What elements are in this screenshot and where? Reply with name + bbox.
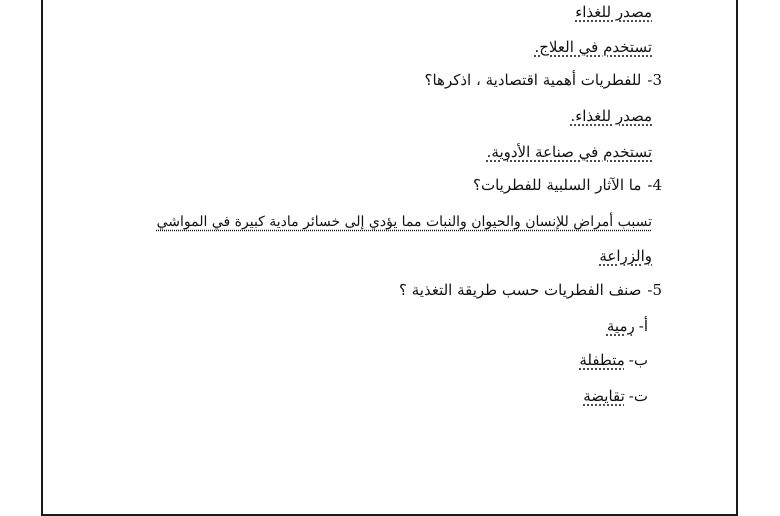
option-letter: ت-	[628, 387, 648, 405]
answer-text: تسبب أمراض للإنسان والحيوان والنبات مما يؤدي إلى خسائر مادية كبيرة في المواشي	[156, 214, 652, 230]
answer-line-agriculture	[599, 246, 652, 266]
question-number: 4-	[647, 176, 662, 194]
question-3	[425, 70, 662, 90]
option-b	[579, 350, 648, 370]
answer-text: والزراعة	[599, 247, 652, 265]
option-c	[583, 386, 648, 406]
question-text: صنف الفطريات حسب طريقة التغذية ؟	[399, 281, 642, 299]
option-text: متطفلة	[579, 351, 625, 369]
answer-text: تستخدم في العلاج.	[534, 38, 652, 56]
answer-text: مصدر للغذاء.	[570, 107, 652, 125]
question-number: 3-	[647, 71, 662, 89]
option-text: رمية	[606, 317, 635, 335]
question-text: للفطريات أهمية اقتصادية ، اذكرها؟	[424, 71, 642, 89]
question-number: 5-	[647, 281, 662, 299]
option-letter: أ-	[638, 317, 648, 335]
answer-line-treatment	[534, 37, 652, 57]
answer-line-negative-effects	[157, 212, 652, 232]
option-letter: ب-	[628, 351, 648, 369]
answer-line-medicine	[487, 142, 652, 162]
question-5	[399, 280, 662, 300]
question-text: ما الآثار السلبية للفطريات؟	[473, 176, 642, 194]
answer-line-food-source	[575, 2, 652, 22]
answer-text: مصدر للغذاء	[575, 3, 652, 21]
answer-line-food-source-2	[570, 106, 652, 126]
option-a	[607, 316, 648, 336]
question-4	[473, 175, 662, 195]
answer-text: تستخدم في صناعة الأدوية.	[486, 143, 652, 161]
option-text: تقايضة	[583, 387, 625, 405]
